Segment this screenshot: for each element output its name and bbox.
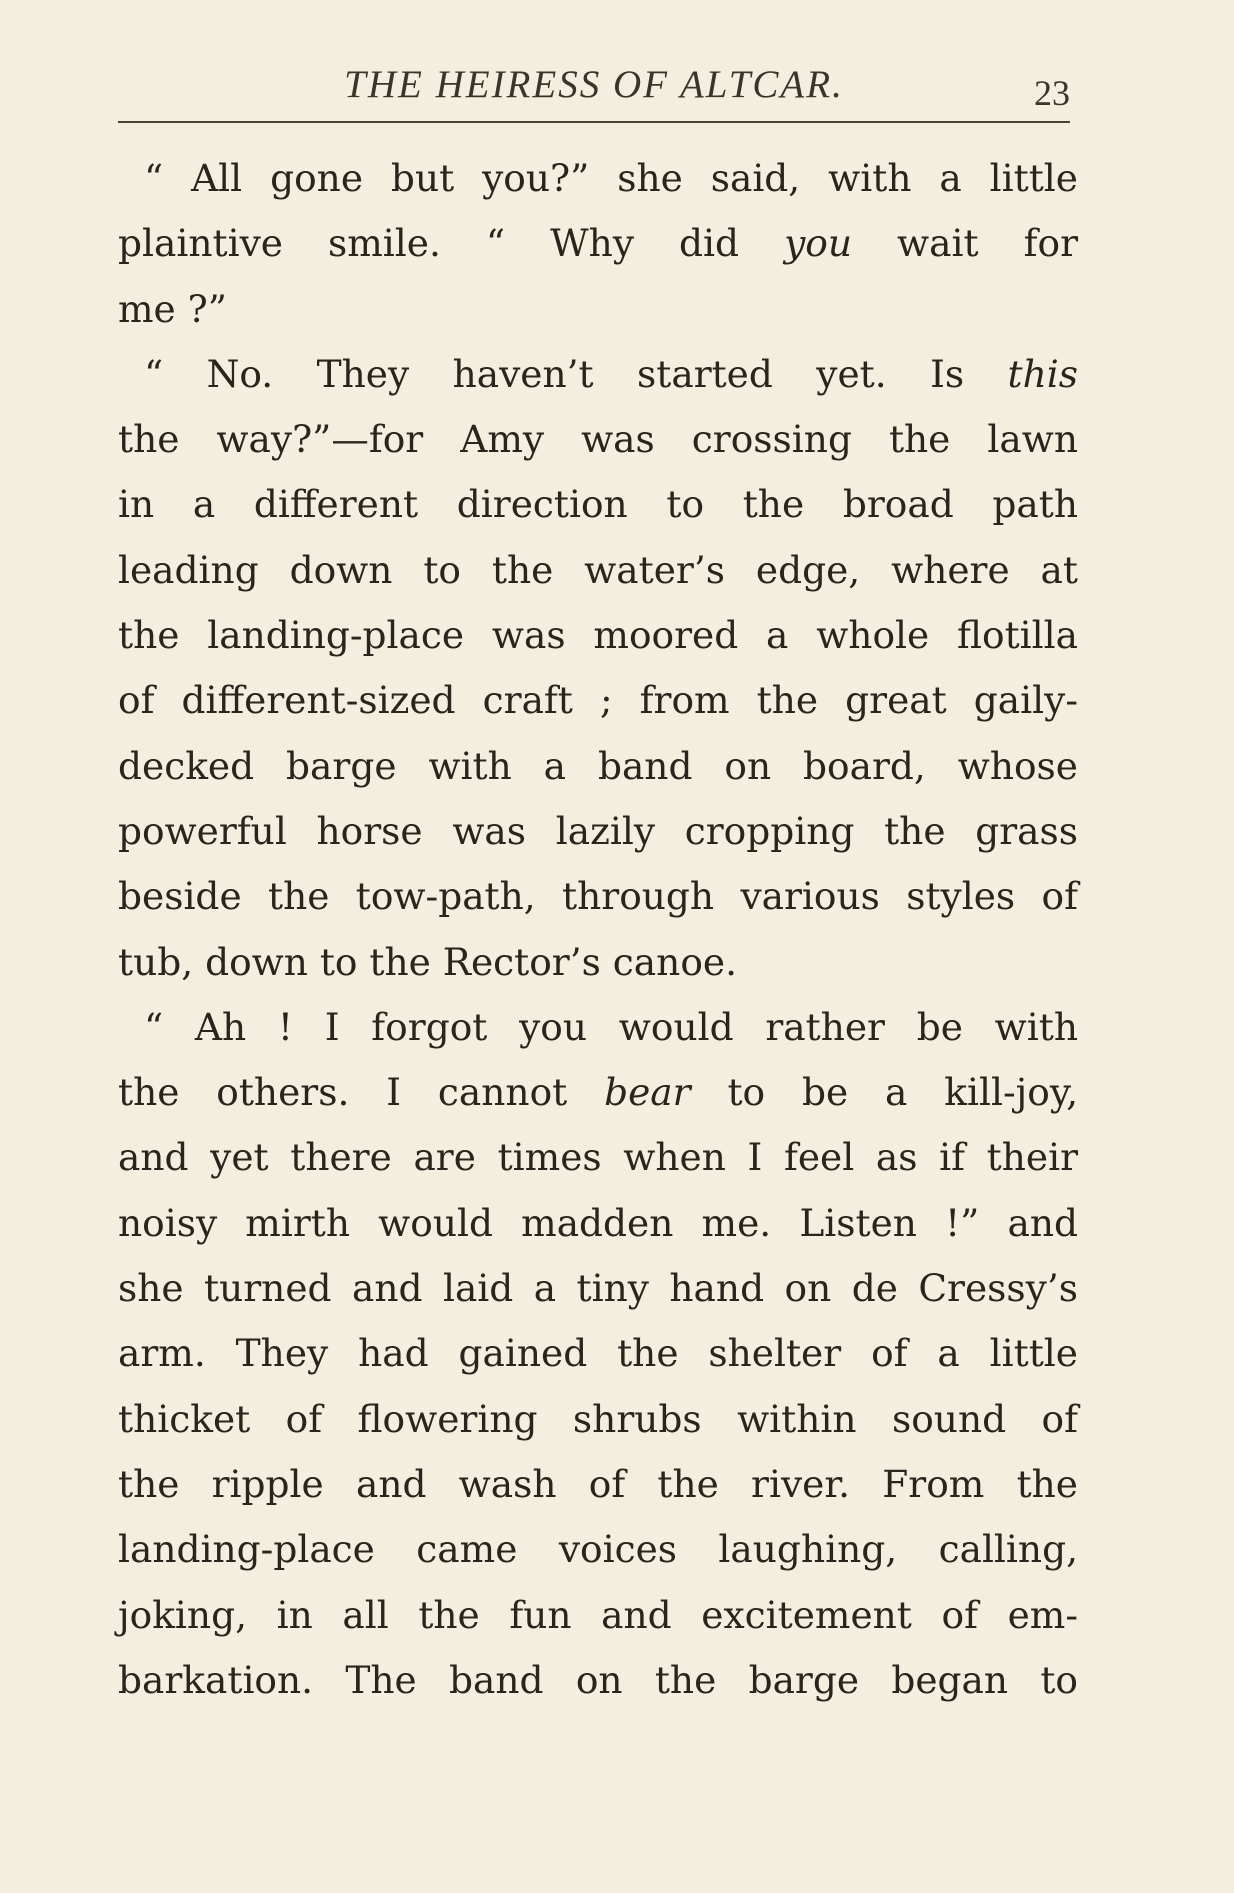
text-line: landing-place came voices laughing, calling, <box>118 1527 1078 1572</box>
text-line: decked barge with a band on board, whose <box>118 743 1078 788</box>
text-line: the way?”—for Amy was crossing the lawn <box>118 417 1078 462</box>
text-line: of different-sized craft ; from the great gaily- <box>118 678 1078 723</box>
text-line: in a different direction to the broad path <box>118 482 1078 527</box>
text-line: noisy mirth would madden me. Listen !” and <box>118 1200 1078 1245</box>
text-line: “ No. They haven’t started yet. Is this <box>144 351 1078 396</box>
text-line: leading down to the water’s edge, where at <box>118 547 1078 592</box>
text-line: “ Ah ! I forgot you would rather be with <box>144 1004 1078 1049</box>
header-rule <box>118 121 1070 123</box>
text-line: barkation. The band on the barge began to <box>118 1657 1078 1702</box>
text-line: the others. I cannot bear to be a kill-joy, <box>118 1070 1078 1115</box>
text-line: plaintive smile. “ Why did you wait for <box>118 221 1078 266</box>
text-line: the landing-place was moored a whole flotilla <box>118 613 1078 658</box>
page-number: 23 <box>1034 73 1070 113</box>
emphasis: you <box>784 221 853 266</box>
text-line: beside the tow-path, through various styles of <box>118 874 1078 919</box>
text-line: powerful horse was lazily cropping the grass <box>118 808 1078 853</box>
emphasis: bear <box>604 1070 691 1115</box>
running-title: THE HEIRESS OF ALTCAR. <box>344 63 844 106</box>
body-text <box>118 146 1078 1713</box>
text-line: and yet there are times when I feel as if their <box>118 1135 1078 1180</box>
text-line: she turned and laid a tiny hand on de Cressy’s <box>118 1266 1078 1311</box>
text-line: me ?” <box>118 286 227 331</box>
text-line: the ripple and wash of the river. From the <box>118 1461 1078 1506</box>
emphasis: this <box>1007 351 1078 396</box>
text-line: joking, in all the fun and excitement of em- <box>118 1592 1078 1637</box>
text-line: thicket of flowering shrubs within sound of <box>118 1396 1078 1441</box>
text-line: arm. They had gained the shelter of a little <box>118 1331 1078 1376</box>
text-line: “ All gone but you?” she said, with a little <box>144 156 1078 200</box>
text-line: tub, down to the Rector’s canoe. <box>118 939 738 984</box>
running-head <box>118 58 1070 118</box>
